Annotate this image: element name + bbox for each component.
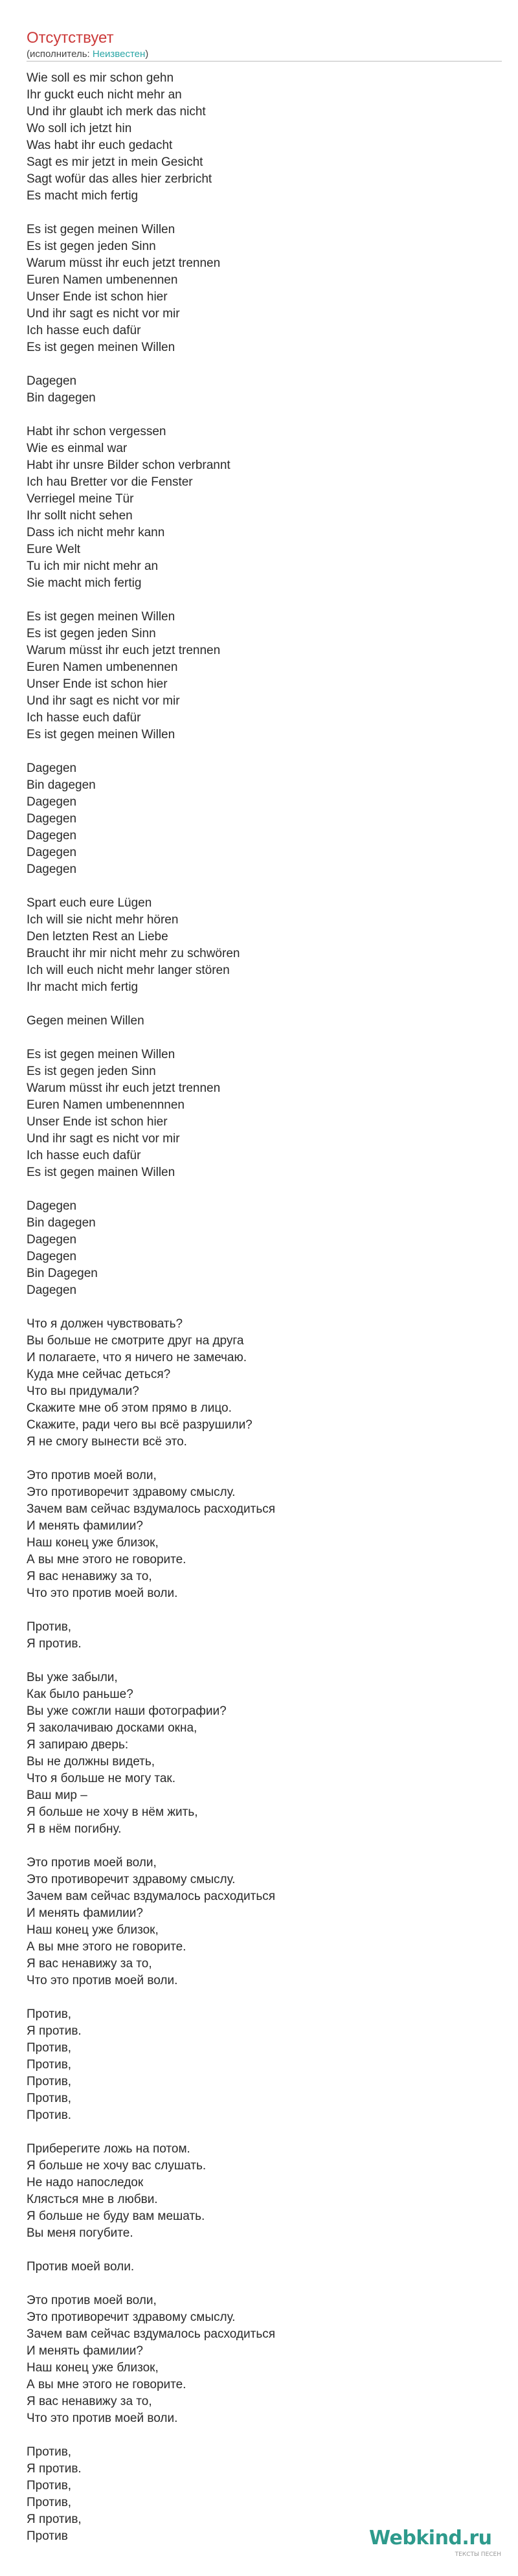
lyric-line: Was habt ihr euch gedacht bbox=[27, 139, 173, 152]
lyric-line: Es ist gegen meinen Willen bbox=[27, 1048, 175, 1061]
lyrics-stanza bbox=[27, 609, 493, 743]
lyric-line: Я против. bbox=[27, 1637, 82, 1651]
lyric-line: Dagegen bbox=[27, 812, 77, 826]
lyrics-stanza bbox=[27, 221, 493, 356]
lyric-line: А вы мне этого не говорите. bbox=[27, 1553, 186, 1566]
lyric-line: Warum müsst ihr euch jetzt trennen bbox=[27, 644, 221, 657]
lyric-line: Клясться мне в любви. bbox=[27, 2193, 158, 2206]
lyric-line: Ihr guckt euch nicht mehr an bbox=[27, 88, 182, 102]
lyric-line: Я не смогу вынести всё это. bbox=[27, 1435, 187, 1449]
lyric-line: И менять фамилии? bbox=[27, 2344, 143, 2358]
lyric-line: Warum müsst ihr euch jetzt trennen bbox=[27, 1081, 221, 1095]
lyric-line: Unser Ende ist schon hier bbox=[27, 1115, 168, 1129]
lyric-line: Наш конец уже близок, bbox=[27, 2361, 159, 2375]
logo-brand: Webkind bbox=[369, 2527, 462, 2549]
lyrics-stanza bbox=[27, 1669, 493, 1838]
lyrics-stanza bbox=[27, 760, 493, 878]
logo-wordmark bbox=[369, 2527, 491, 2549]
lyric-line: Habt ihr schon vergessen bbox=[27, 425, 166, 438]
lyric-line: Es ist gegen meinen Willen bbox=[27, 610, 175, 624]
lyrics-stanza bbox=[27, 1013, 493, 1030]
lyric-line: Dagegen bbox=[27, 1233, 77, 1247]
lyric-line: Я запираю дверь: bbox=[27, 1738, 129, 1752]
lyric-line: Ваш мир – bbox=[27, 1789, 87, 1802]
lyrics-stanza bbox=[27, 1046, 493, 1181]
song-title: Отсутствует bbox=[27, 29, 114, 47]
lyric-line: Dagegen bbox=[27, 762, 77, 775]
lyric-line: Spart euch eure Lügen bbox=[27, 896, 152, 910]
lyric-line: Против, bbox=[27, 2479, 72, 2492]
lyric-line: Dagegen bbox=[27, 1250, 77, 1263]
lyric-line: Против моей воли. bbox=[27, 2260, 135, 2274]
lyrics-stanza bbox=[27, 2259, 493, 2276]
lyrics-body bbox=[27, 70, 493, 2562]
lyric-line: Ihr macht mich fertig bbox=[27, 980, 139, 994]
lyric-line: Und ihr sagt es nicht vor mir bbox=[27, 307, 180, 321]
lyrics-stanza bbox=[27, 2141, 493, 2242]
lyric-line: Я против. bbox=[27, 2462, 82, 2476]
performer-suffix: ) bbox=[145, 49, 149, 60]
lyric-line: Что это против моей воли. bbox=[27, 1974, 178, 1987]
lyric-line: Es ist gegen meinen Willen bbox=[27, 728, 175, 741]
lyric-line: Dagegen bbox=[27, 374, 77, 388]
lyric-line: Куда мне сейчас деться? bbox=[27, 1368, 171, 1381]
lyric-line: Habt ihr unsre Bilder schon verbrannt bbox=[27, 458, 231, 472]
lyrics-stanza bbox=[27, 70, 493, 205]
lyric-line: Wo soll ich jetzt hin bbox=[27, 122, 132, 135]
lyric-line: Gegen meinen Willen bbox=[27, 1014, 144, 1028]
lyric-line: Я больше не хочу в нём жить, bbox=[27, 1805, 198, 1819]
lyric-line: Против, bbox=[27, 1620, 72, 1634]
lyrics-stanza bbox=[27, 424, 493, 592]
lyric-line: Es ist gegen meinen Willen bbox=[27, 341, 175, 354]
lyric-line: Dagegen bbox=[27, 795, 77, 809]
lyric-line: Наш конец уже близок, bbox=[27, 1536, 159, 1550]
lyric-line: Eure Welt bbox=[27, 543, 81, 556]
lyric-line: Наш конец уже близок, bbox=[27, 1923, 159, 1937]
lyric-line: Sie macht mich fertig bbox=[27, 576, 142, 590]
lyric-line: Dagegen bbox=[27, 863, 77, 876]
lyric-line: Den letzten Rest an Liebe bbox=[27, 930, 168, 943]
lyric-line: Euren Namen umbenennen bbox=[27, 273, 178, 287]
lyric-line: И менять фамилии? bbox=[27, 1906, 143, 1920]
lyric-line: Что я больше не могу так. bbox=[27, 1772, 175, 1785]
lyric-line: Зачем вам сейчас вздумалось расходиться bbox=[27, 2327, 276, 2341]
lyric-line: Dass ich nicht mehr kann bbox=[27, 526, 165, 539]
lyric-line: Что вы придумали? bbox=[27, 1384, 139, 1398]
lyric-line: Зачем вам сейчас вздумалось расходиться bbox=[27, 1502, 276, 1516]
lyric-line: Bin dagegen bbox=[27, 1216, 96, 1230]
lyric-line: Sagt wofür das alles hier zerbricht bbox=[27, 172, 212, 186]
lyric-line: Unser Ende ist schon hier bbox=[27, 290, 168, 304]
lyric-line: Tu ich mir nicht mehr an bbox=[27, 559, 159, 573]
lyric-line: Es ist gegen meinen Willen bbox=[27, 223, 175, 236]
lyric-line: Euren Namen umbenennnen bbox=[27, 1098, 185, 1112]
lyric-line: Ich hasse euch dafür bbox=[27, 324, 141, 337]
lyric-line: Вы не должны видеть, bbox=[27, 1755, 155, 1768]
lyric-line: Warum müsst ihr euch jetzt trennen bbox=[27, 256, 221, 270]
lyrics-stanza bbox=[27, 373, 493, 407]
lyric-line: Это против моей воли, bbox=[27, 2294, 157, 2307]
lyric-line: Вы больше не смотрите друг на друга bbox=[27, 1334, 244, 1348]
lyric-line: Это против моей воли, bbox=[27, 1469, 157, 1482]
lyric-line: Что это против моей воли. bbox=[27, 1587, 178, 1600]
song-header bbox=[27, 28, 148, 61]
lyrics-stanza bbox=[27, 1619, 493, 1653]
lyric-line: Против, bbox=[27, 2058, 72, 2072]
lyric-line: И менять фамилии? bbox=[27, 1519, 143, 1533]
lyric-line: Против, bbox=[27, 2041, 72, 2055]
lyric-line: И полагаете, что я ничего не замечаю. bbox=[27, 1351, 247, 1364]
lyric-line: Это противоречит здравому смыслу. bbox=[27, 1486, 236, 1499]
lyrics-stanza bbox=[27, 1198, 493, 1299]
lyric-line: Euren Namen umbenennen bbox=[27, 661, 178, 674]
lyric-line: Wie es einmal war bbox=[27, 442, 128, 455]
performer-link[interactable]: Неизвестен bbox=[92, 49, 146, 60]
lyric-line: Как было раньше? bbox=[27, 1688, 133, 1701]
lyric-line: Und ihr sagt es nicht vor mir bbox=[27, 1132, 180, 1146]
logo-tagline: ТЕКСТЫ ПЕСЕН bbox=[455, 2551, 501, 2558]
lyric-line: Dagegen bbox=[27, 829, 77, 842]
lyric-line: А вы мне этого не говорите. bbox=[27, 2378, 186, 2391]
lyric-line: Я против, bbox=[27, 2513, 82, 2526]
lyric-line: Что я должен чувствовать? bbox=[27, 1317, 183, 1331]
lyric-line: Скажите, ради чего вы всё разрушили? bbox=[27, 1418, 253, 1432]
lyric-line: Это противоречит здравому смыслу. bbox=[27, 1873, 236, 1886]
lyric-line: Ich hasse euch dafür bbox=[27, 1149, 141, 1162]
lyric-line: Против, bbox=[27, 2496, 72, 2509]
lyric-line: Unser Ende ist schon hier bbox=[27, 677, 168, 691]
lyric-line: Sagt es mir jetzt in mein Gesicht bbox=[27, 155, 203, 169]
performer-prefix: (исполнитель: bbox=[27, 49, 93, 60]
lyric-line: Я вас ненавижу за то, bbox=[27, 2395, 152, 2408]
lyrics-stanza bbox=[27, 1316, 493, 1451]
lyric-line: Dagegen bbox=[27, 1283, 77, 1297]
lyric-line: Я в нём погибну. bbox=[27, 1822, 122, 1836]
lyric-line: Es ist gegen jeden Sinn bbox=[27, 240, 156, 253]
lyric-line: Es ist gegen jeden Sinn bbox=[27, 627, 156, 640]
lyric-line: Dagegen bbox=[27, 846, 77, 859]
lyric-line: Скажите мне об этом прямо в лицо. bbox=[27, 1401, 232, 1415]
lyric-line: Это против моей воли, bbox=[27, 1856, 157, 1870]
lyric-line: Ich hau Bretter vor die Fenster bbox=[27, 475, 193, 489]
lyric-line: Против bbox=[27, 2529, 68, 2543]
lyric-line: Против, bbox=[27, 2075, 72, 2088]
lyric-line: Und ihr sagt es nicht vor mir bbox=[27, 694, 180, 708]
lyric-line: Я против. bbox=[27, 2024, 82, 2038]
lyric-line: Не надо напоследок bbox=[27, 2176, 144, 2189]
lyrics-stanza bbox=[27, 1855, 493, 1989]
lyric-line: Я больше не буду вам мешать. bbox=[27, 2209, 205, 2223]
lyric-line: Я вас ненавижу за то, bbox=[27, 1570, 152, 1583]
lyric-line: Bin Dagegen bbox=[27, 1267, 98, 1280]
lyric-line: Braucht ihr mir nicht mehr zu schwören bbox=[27, 947, 240, 960]
lyric-line: Wie soll es mir schon gehn bbox=[27, 71, 174, 85]
lyric-line: Ihr sollt nicht sehen bbox=[27, 509, 133, 523]
lyric-line: Против, bbox=[27, 2445, 72, 2459]
lyric-line: Вы уже сожгли наши фотографии? bbox=[27, 1704, 227, 1718]
lyric-line: Bin dagegen bbox=[27, 778, 96, 792]
lyric-line: Я больше не хочу вас слушать. bbox=[27, 2159, 207, 2173]
lyrics-stanza bbox=[27, 2292, 493, 2427]
lyric-line: Против, bbox=[27, 2007, 72, 2021]
lyrics-stanza bbox=[27, 1467, 493, 1602]
lyric-line: Bin dagegen bbox=[27, 391, 96, 405]
lyric-line: Вы меня погубите. bbox=[27, 2226, 133, 2240]
song-performer-line bbox=[27, 48, 148, 61]
lyric-line: Я заколачиваю досками окна, bbox=[27, 1721, 197, 1735]
lyric-line: Что это против моей воли. bbox=[27, 2412, 178, 2425]
lyric-line: Это противоречит здравому смыслу. bbox=[27, 2310, 236, 2324]
lyric-line: Dagegen bbox=[27, 1199, 77, 1213]
lyric-line: Verriegel meine Tür bbox=[27, 492, 134, 506]
lyric-line: А вы мне этого не говорите. bbox=[27, 1940, 186, 1954]
lyric-line: Ich will sie nicht mehr hören bbox=[27, 913, 179, 927]
lyric-line: Ich will euch nicht mehr langer stören bbox=[27, 964, 230, 977]
lyric-line: Es macht mich fertig bbox=[27, 189, 139, 203]
lyric-line: Und ihr glaubt ich merk das nicht bbox=[27, 105, 206, 119]
lyric-line: Зачем вам сейчас вздумалось расходиться bbox=[27, 1890, 276, 1903]
lyric-line: Против. bbox=[27, 2108, 72, 2122]
site-logo[interactable] bbox=[369, 2524, 506, 2562]
logo-tld: .ru bbox=[462, 2527, 492, 2549]
lyric-line: Приберегите ложь на потом. bbox=[27, 2142, 190, 2156]
lyric-line: Вы уже забыли, bbox=[27, 1671, 118, 1684]
lyrics-stanza bbox=[27, 2006, 493, 2124]
lyric-line: Ich hasse euch dafür bbox=[27, 711, 141, 725]
lyrics-stanza bbox=[27, 895, 493, 996]
lyric-line: Я вас ненавижу за то, bbox=[27, 1957, 152, 1971]
lyric-line: Es ist gegen jeden Sinn bbox=[27, 1065, 156, 1078]
header-divider bbox=[27, 61, 502, 62]
lyric-line: Es ist gegen mainen Willen bbox=[27, 1166, 175, 1179]
lyric-line: Против, bbox=[27, 2092, 72, 2105]
